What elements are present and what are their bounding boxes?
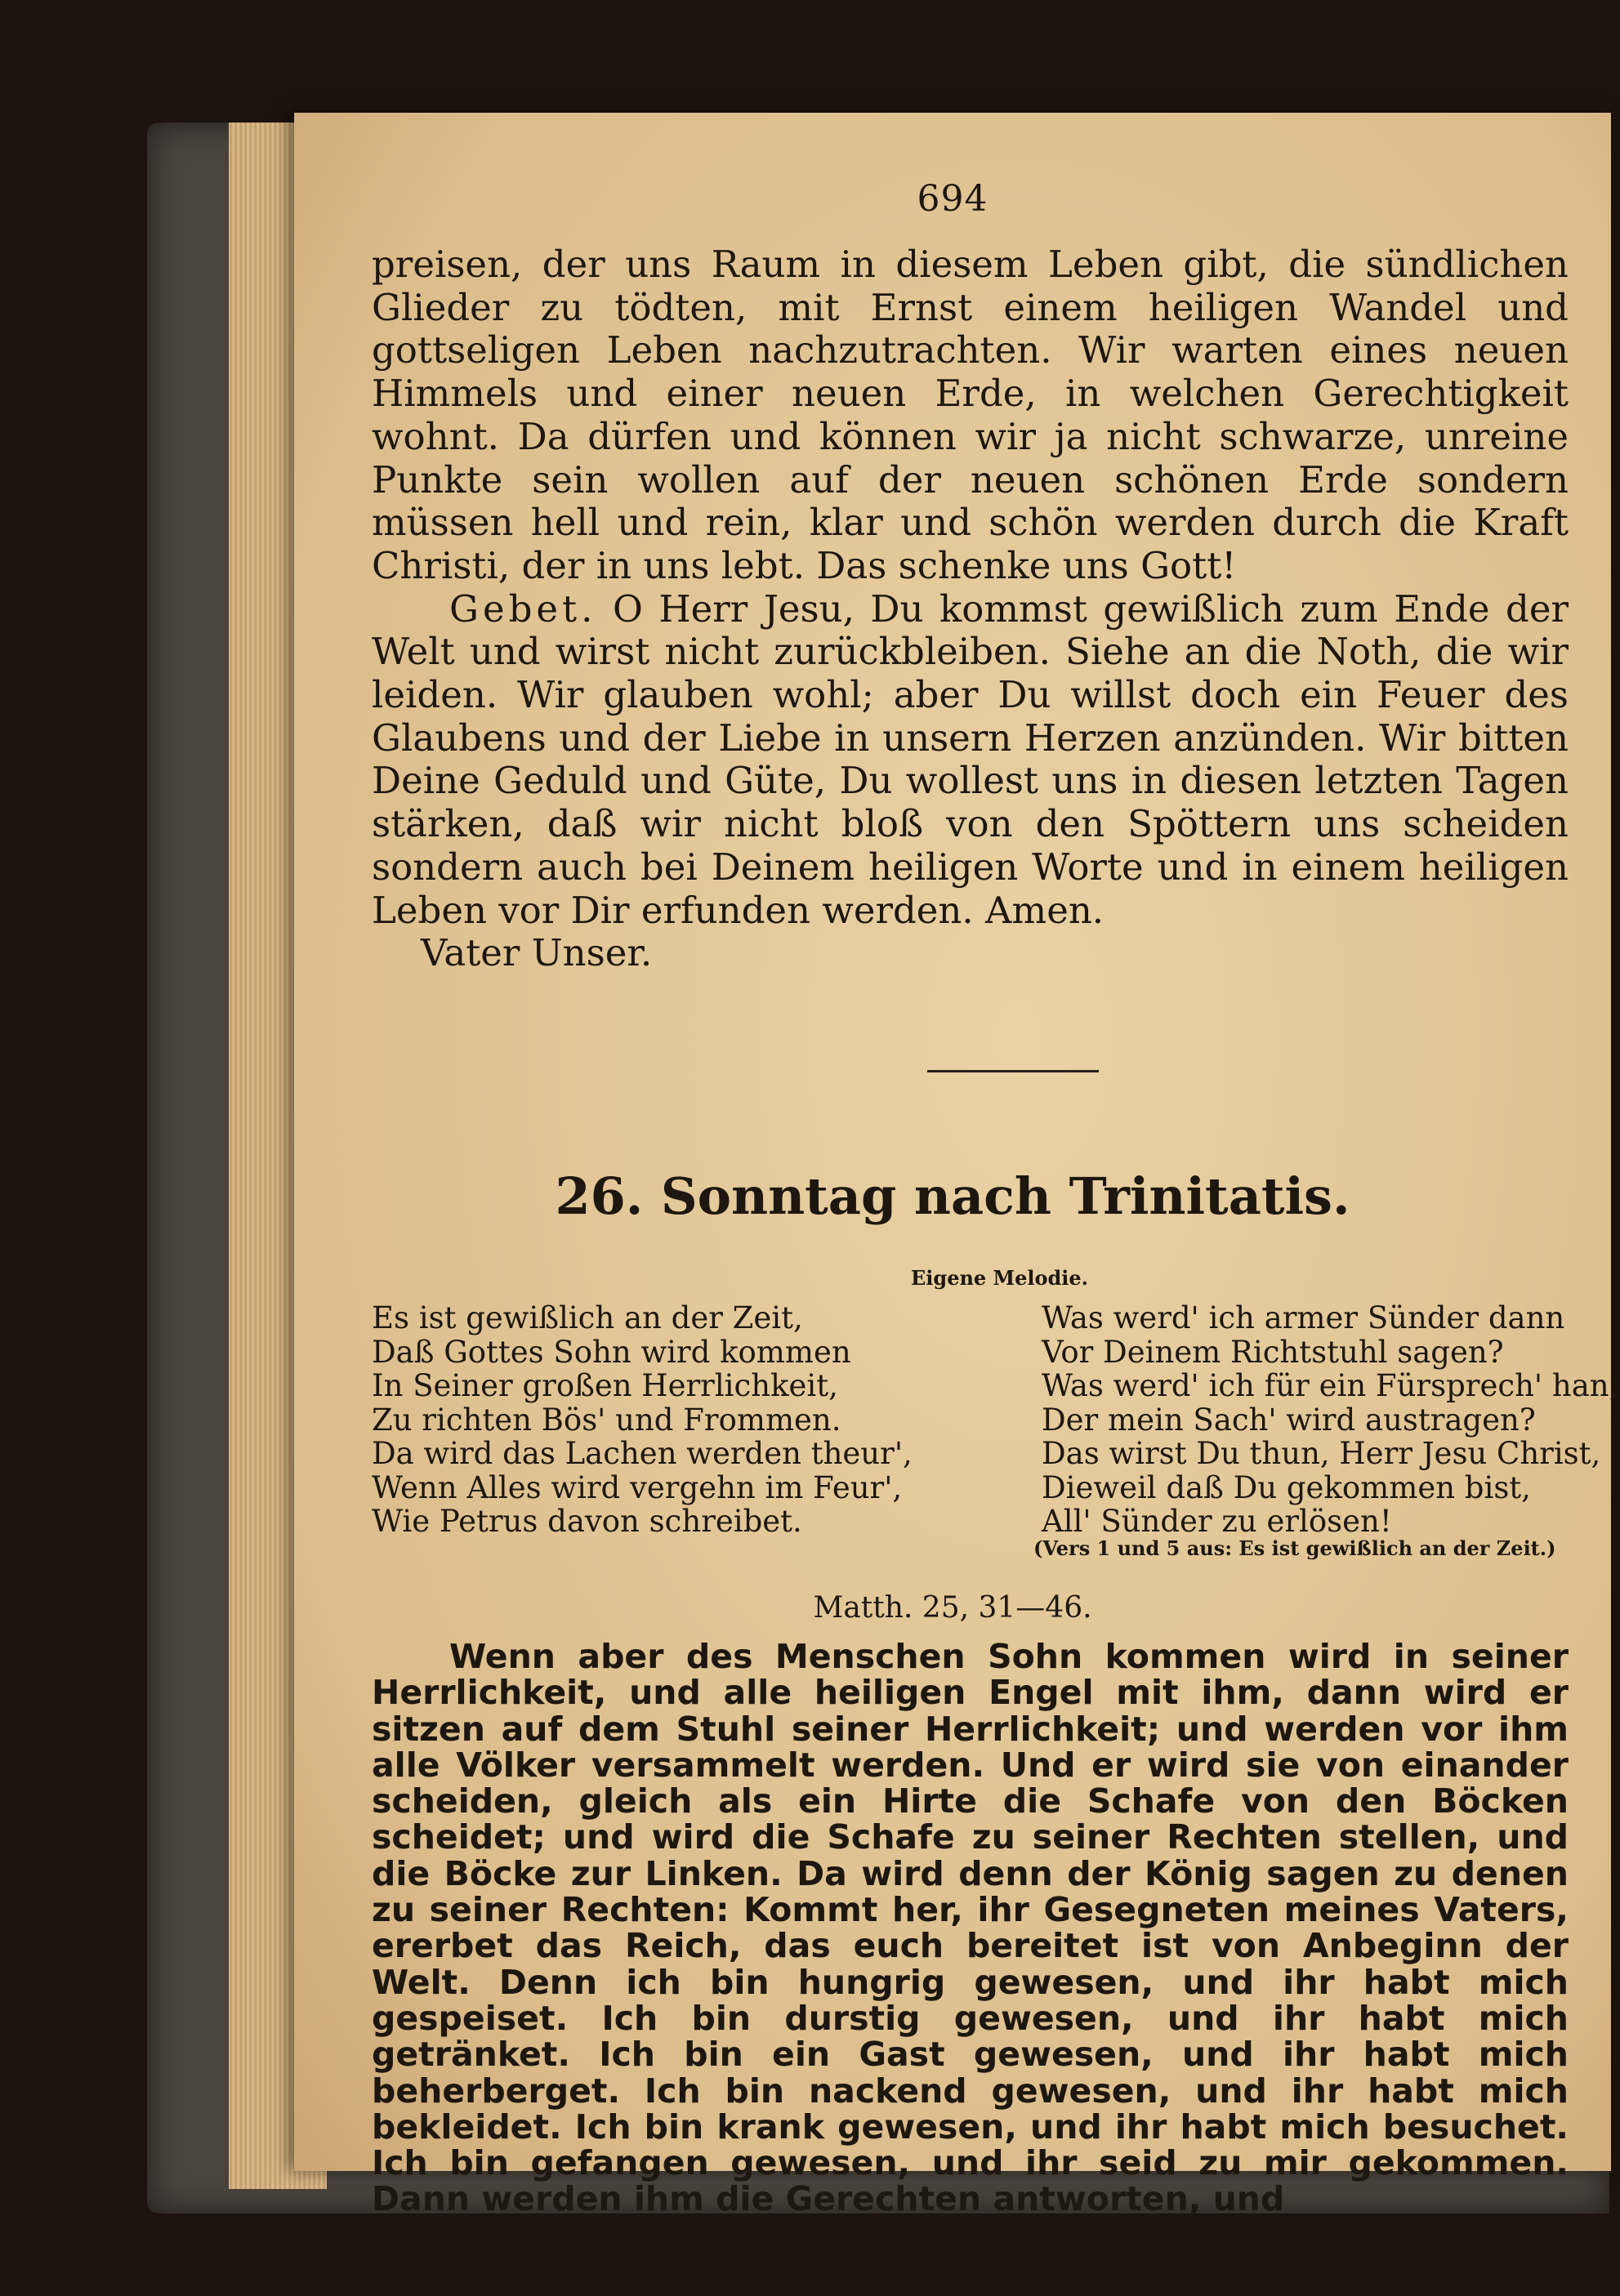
- sermon-prose: [372, 243, 1569, 975]
- prayer-text: O Herr Jesu, Du kommst gewißlich zum Ende der Welt und wirst nicht zurückbleiben. Siehe an die Noth, die wir leiden. Wir glauben wohl; aber Du willst doch ein Feuer des Glaubens und der Liebe in unsern Herzen anzünden. Wir bitten Deine Geduld und Güte, Du wollest uns in diesen letzten Tagen stärken, daß wir nicht bloß von den Spöttern uns scheiden sondern auch bei Deinem heiligen Worte und in einem heiligen Leben vor Dir erfunden werden. Amen.: [372, 586, 1569, 932]
- verse-line: Dieweil daß Du gekommen bist,: [1042, 1469, 1531, 1505]
- prayer-label: Gebet.: [449, 586, 597, 631]
- scripture-reference: Matth. 25, 31—46.: [813, 1591, 1092, 1625]
- verse-line: Vor Deinem Richtstuhl sagen?: [1042, 1334, 1504, 1370]
- prayer-paragraph: [372, 588, 1569, 933]
- verse-line: Das wirst Du thun, Herr Jesu Christ,: [1042, 1436, 1601, 1471]
- page-number: 694: [917, 178, 989, 220]
- closing-prayer: Vater Unser.: [421, 931, 653, 975]
- verse-line: Da wird das Lachen werden theur',: [372, 1436, 913, 1471]
- sermon-paragraph: preisen, der uns Raum in diesem Leben gibt, die sündlichen Glieder zu tödten, mit Ernst einem heiligen Wandel und gottseligen Leben nachzutrachten. Wir warten eines neuen Himmels und einer neuen Erde, in welchen Gerechtigkeit wohnt. Da dürfen und können wir ja nicht schwarze, unreine Punkte sein wollen auf der neuen schönen Erde sondern müssen hell und rein, klar und schön werden durch die Kraft Christi, der in uns lebt. Das schenke uns Gott!: [372, 243, 1569, 587]
- verse-line: Zu richten Bös' und Frommen.: [372, 1402, 841, 1438]
- hymn-verse-right: [1042, 1301, 1618, 1539]
- verse-line: Es ist gewißlich an der Zeit,: [372, 1300, 803, 1335]
- section-title: 26. Sonntag nach Trinitatis.: [555, 1166, 1350, 1226]
- hymn-source-note: (Vers 1 und 5 aus: Es ist gewißlich an der Zeit.): [1033, 1536, 1556, 1560]
- verse-line: All' Sünder zu erlösen!: [1042, 1504, 1392, 1539]
- hymn-verse-left: [372, 1301, 913, 1539]
- verse-line: In Seiner großen Herrlichkeit,: [372, 1368, 838, 1403]
- verse-line: Wie Petrus davon schreibet.: [372, 1504, 802, 1539]
- verse-line: Daß Gottes Sohn wird kommen: [372, 1334, 851, 1370]
- book-page: [294, 113, 1619, 2219]
- verse-line: Der mein Sach' wird austragen?: [1042, 1402, 1536, 1438]
- gospel-text: Wenn aber des Menschen Sohn kommen wird in seiner Herrlichkeit, und alle heiligen Engel mit ihm, dann wird er sitzen auf dem Stuhl seiner Herrlichkeit; und werden vor ihm alle Völker versammelt werden. Und er wird sie von einander scheiden, gleich als ein Hirte die Schafe von den Böcken scheidet; und wird die Schafe zu seiner Rechten stellen, und die Böcke zur Linken. Da wird denn der König sagen zu denen zu seiner Rechten: Kommt her, ihr Gesegneten meines Vaters, ererbet das Reich, das euch bereitet ist von Anbeginn der Welt. Denn ich bin hungrig gewesen, und ihr habt mich gespeiset. Ich bin durstig gewesen, und ihr habt mich getränket. Ich bin ein Gast gewesen, und ihr habt mich beherberget. Ich bin nackend gewesen, und ihr habt mich bekleidet. Ich bin krank gewesen, und ihr habt mich besuchet. Ich bin gefangen gewesen, und ihr seid zu mir gekommen. Dann werden ihm die Gerechten antworten, und: [372, 1637, 1569, 2219]
- melody-label: Eigene Melodie.: [911, 1266, 1089, 1290]
- verse-line: Was werd' ich armer Sünder dann: [1042, 1300, 1565, 1335]
- section-divider: [927, 1070, 1099, 1072]
- verse-line: Was werd' ich für ein Fürsprech' han,: [1042, 1368, 1619, 1403]
- verse-line: Wenn Alles wird vergehn im Feur',: [372, 1469, 903, 1505]
